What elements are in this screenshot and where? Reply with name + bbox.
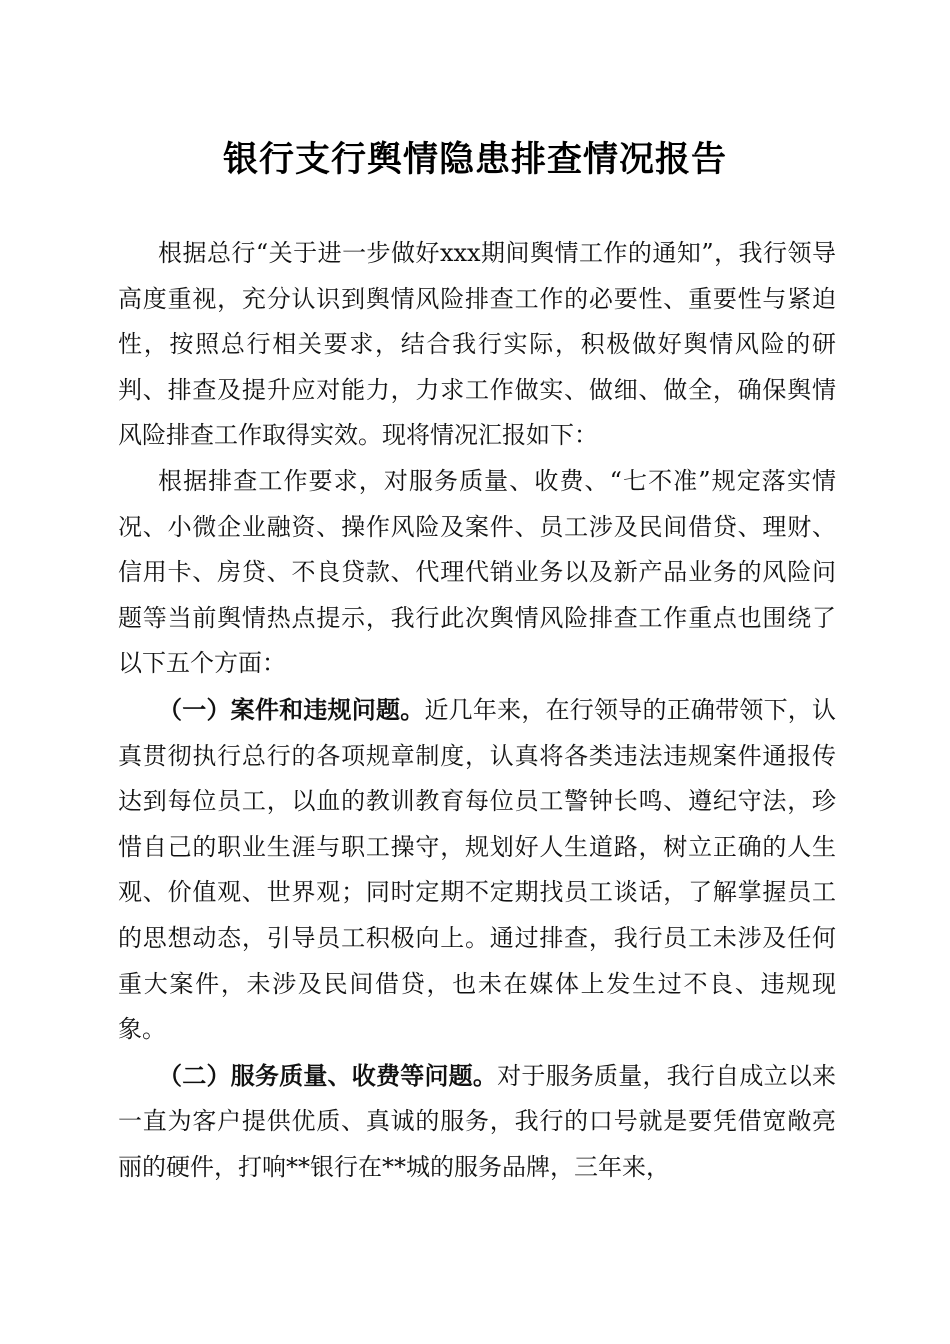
section-1-heading: （一）案件和违规问题。 — [158, 694, 425, 724]
paragraph-scope-text: 根据排查工作要求，对服务质量、收费、“七不准”规定落实情况、小微企业融资、操作风险及案件、员工涉及民间借贷、理财、信用卡、房贷、不良贷款、代理代销业务以及新产品业务的风险问题等当前舆情热点提示，我行此次舆情风险排查工作重点也围绕了以下五个方面： — [118, 466, 836, 678]
paragraph-section-1 — [118, 687, 836, 1053]
paragraph-intro-text: 根据总行“关于进一步做好xxx期间舆情工作的通知”，我行领导高度重视，充分认识到舆情风险排查工作的必要性、重要性与紧迫性，按照总行相关要求，结合我行实际，积极做好舆情风险的研判、排查及提升应对能力，力求工作做实、做细、做全，确保舆情风险排查工作取得实效。现将情况汇报如下： — [118, 239, 836, 450]
paragraph-intro — [118, 231, 836, 459]
section-2-text: 对于服务质量，我行自成立以来一直为客户提供优质、真诚的服务，我行的口号就是要凭借宽敞亮丽的硬件，打响**银行在**城的服务品牌，三年来， — [118, 1061, 837, 1181]
paragraph-section-2 — [118, 1053, 836, 1191]
document-body — [118, 231, 836, 1190]
document-title: 银行支行舆情隐患排查情况报告 — [222, 139, 727, 180]
paragraph-scope — [118, 459, 836, 687]
section-1-text: 近几年来，在行领导的正确带领下，认真贯彻执行总行的各项规章制度，认真将各类违法违规案件通报传达到每位员工，以血的教训教育每位员工警钟长鸣、遵纪守法，珍惜自己的职业生涯与职工操守，规划好人生道路，树立正确的人生观、价值观、世界观；同时定期不定期找员工谈话，了解掌握员工的思想动态，引导员工积极向上。通过排查，我行员工未涉及任何重大案件，未涉及民间借贷，也未在媒体上发生过不良、违规现象。 — [118, 695, 837, 1044]
section-2-heading: （二）服务质量、收费等问题。 — [158, 1060, 498, 1090]
